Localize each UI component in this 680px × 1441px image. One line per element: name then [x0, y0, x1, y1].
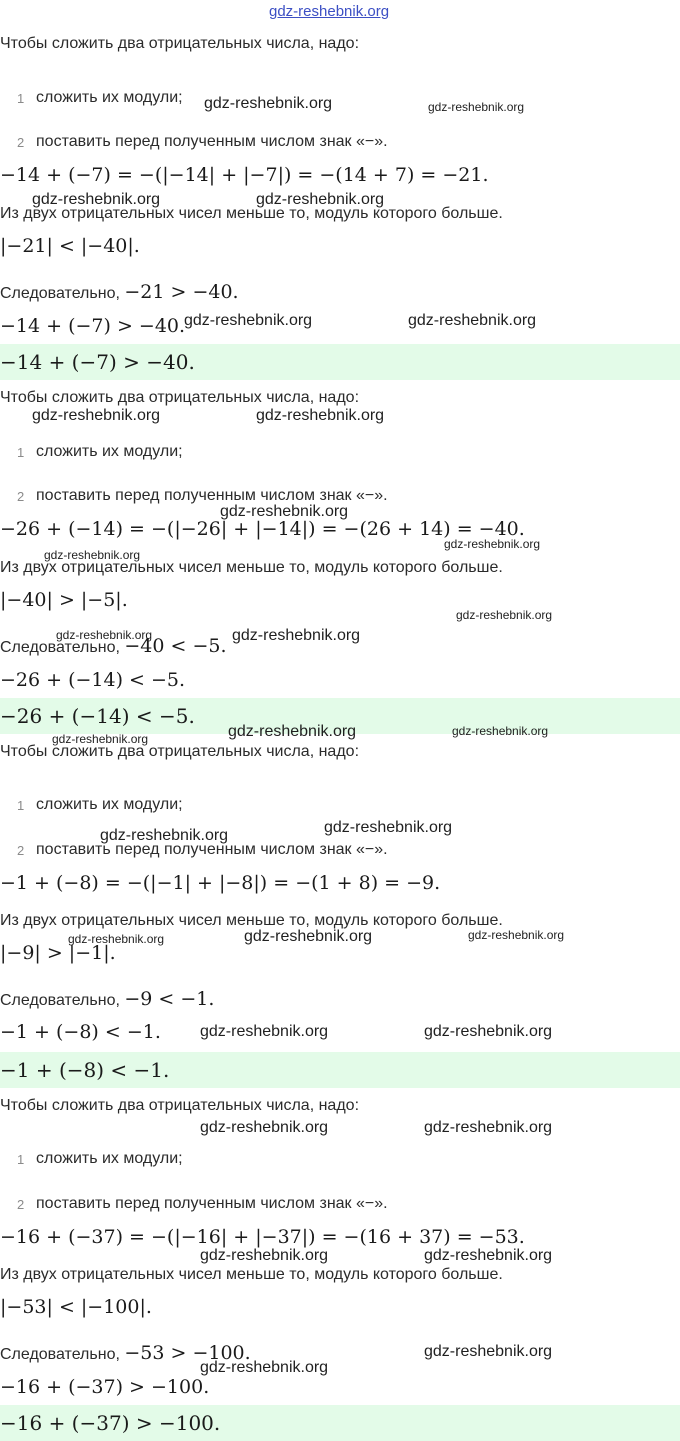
section-4-modulus-comparison: |−53| < |−100|.: [0, 1296, 152, 1318]
section-3-step-1-text: сложить их модули;: [36, 796, 183, 813]
section-1-step-1-number: 1: [17, 91, 25, 106]
section-4-step-1-text: сложить их модули;: [36, 1150, 183, 1167]
section-1-step-1-text: сложить их модули;: [36, 89, 183, 106]
section-3-modulus-comparison: |−9| > |−1|.: [0, 942, 116, 964]
section-2-rule: Из двух отрицательных чисел меньше то, модуль которого больше.: [0, 559, 503, 576]
section-4-calculation: −16 + (−37) = −(|−16| + |−37|) = −(16 + 37) = −53.: [0, 1226, 525, 1248]
section-4-conclusion-math: −53 > −100.: [124, 1342, 251, 1364]
watermark: gdz-reshebnik.org: [200, 1247, 329, 1264]
top-watermark-link[interactable]: gdz-reshebnik.org: [269, 3, 390, 20]
watermark: gdz-reshebnik.org: [200, 1359, 329, 1376]
section-2-answer: −26 + (−14) < −5.: [0, 704, 195, 728]
section-4-step-1-number: 1: [17, 1152, 25, 1167]
section-1-conclusion-word: Следовательно,: [0, 285, 120, 302]
watermark: gdz-reshebnik.org: [200, 1119, 329, 1136]
watermark: gdz-reshebnik.org: [44, 548, 141, 562]
section-4-intro: Чтобы сложить два отрицательных числа, надо:: [0, 1097, 360, 1114]
watermark: gdz-reshebnik.org: [232, 627, 361, 644]
watermark: gdz-reshebnik.org: [244, 928, 373, 945]
section-3-answer-highlight: [0, 1052, 680, 1088]
section-3-conclusion: [0, 988, 214, 1010]
section-4-result: −16 + (−37) > −100.: [0, 1376, 210, 1398]
section-2-intro: Чтобы сложить два отрицательных числа, надо:: [0, 389, 360, 406]
section-2-result: −26 + (−14) < −5.: [0, 669, 186, 691]
watermark: gdz-reshebnik.org: [32, 191, 161, 208]
section-1-step-2-text: поставить перед полученным числом знак «−».: [36, 133, 388, 150]
section-1-step-2-number: 2: [17, 135, 25, 150]
watermark: gdz-reshebnik.org: [220, 503, 349, 520]
watermark: gdz-reshebnik.org: [256, 407, 385, 424]
section-3-step-1-number: 1: [17, 798, 25, 813]
section-1-modulus-comparison: |−21| < |−40|.: [0, 235, 140, 257]
section-4-step-2-number: 2: [17, 1197, 25, 1212]
watermark: gdz-reshebnik.org: [200, 1023, 329, 1040]
section-1-rule: Из двух отрицательных чисел меньше то, модуль которого больше.: [0, 205, 503, 222]
section-2-conclusion-word: Следовательно,: [0, 639, 120, 656]
watermark: gdz-reshebnik.org: [56, 628, 153, 642]
section-4-answer: −16 + (−37) > −100.: [0, 1411, 221, 1435]
watermark: gdz-reshebnik.org: [444, 537, 541, 551]
watermark: gdz-reshebnik.org: [424, 1023, 553, 1040]
watermark: gdz-reshebnik.org: [324, 819, 453, 836]
section-1-intro: Чтобы сложить два отрицательных числа, надо:: [0, 35, 360, 52]
section-4-step-2-text: поставить перед полученным числом знак «−».: [36, 1195, 388, 1212]
watermark: gdz-reshebnik.org: [424, 1119, 553, 1136]
section-1-calculation: −14 + (−7) = −(|−14| + |−7|) = −(14 + 7) = −21.: [0, 164, 489, 186]
section-1-answer: −14 + (−7) > −40.: [0, 350, 195, 374]
watermark: gdz-reshebnik.org: [256, 191, 385, 208]
watermark: gdz-reshebnik.org: [100, 827, 229, 844]
watermark: gdz-reshebnik.org: [52, 732, 149, 746]
watermark: gdz-reshebnik.org: [184, 312, 313, 329]
watermark: gdz-reshebnik.org: [32, 407, 161, 424]
section-3-answer: −1 + (−8) < −1.: [0, 1058, 170, 1082]
watermark: gdz-reshebnik.org: [428, 100, 525, 114]
section-2-step-2-number: 2: [17, 489, 25, 504]
section-2-calculation: −26 + (−14) = −(|−26| + |−14|) = −(26 + 14) = −40.: [0, 518, 525, 540]
watermark: gdz-reshebnik.org: [468, 928, 565, 942]
watermark: gdz-reshebnik.org: [456, 608, 553, 622]
section-2-step-1-text: сложить их модули;: [36, 443, 183, 460]
section-3-intro: Чтобы сложить два отрицательных числа, надо:: [0, 743, 360, 760]
section-1-conclusion: [0, 281, 239, 303]
section-2-step-2-text: поставить перед полученным числом знак «−».: [36, 487, 388, 504]
watermark: gdz-reshebnik.org: [68, 932, 165, 946]
watermark: gdz-reshebnik.org: [452, 724, 549, 738]
section-4-answer-highlight: [0, 1405, 680, 1441]
section-4-conclusion-word: Следовательно,: [0, 1346, 120, 1363]
section-1-result: −14 + (−7) > −40.: [0, 315, 186, 337]
section-3-result: −1 + (−8) < −1.: [0, 1021, 161, 1043]
section-4-rule: Из двух отрицательных чисел меньше то, модуль которого больше.: [0, 1266, 503, 1283]
section-3-step-2-text: поставить перед полученным числом знак «−».: [36, 841, 388, 858]
watermark: gdz-reshebnik.org: [204, 95, 333, 112]
section-2-modulus-comparison: |−40| > |−5|.: [0, 589, 128, 611]
section-3-rule: Из двух отрицательных чисел меньше то, модуль которого больше.: [0, 912, 503, 929]
section-1-answer-highlight: [0, 344, 680, 380]
section-2-step-1-number: 1: [17, 445, 25, 460]
section-3-calculation: −1 + (−8) = −(|−1| + |−8|) = −(1 + 8) = −9.: [0, 872, 441, 894]
watermark: gdz-reshebnik.org: [228, 723, 357, 740]
section-3-conclusion-math: −9 < −1.: [124, 988, 215, 1010]
section-3-conclusion-word: Следовательно,: [0, 992, 120, 1009]
section-3-step-2-number: 2: [17, 843, 25, 858]
watermark: gdz-reshebnik.org: [424, 1343, 553, 1360]
section-2-conclusion-math: −40 < −5.: [124, 635, 227, 657]
section-1-conclusion-math: −21 > −40.: [124, 281, 239, 303]
watermark: gdz-reshebnik.org: [408, 312, 537, 329]
watermark: gdz-reshebnik.org: [424, 1247, 553, 1264]
